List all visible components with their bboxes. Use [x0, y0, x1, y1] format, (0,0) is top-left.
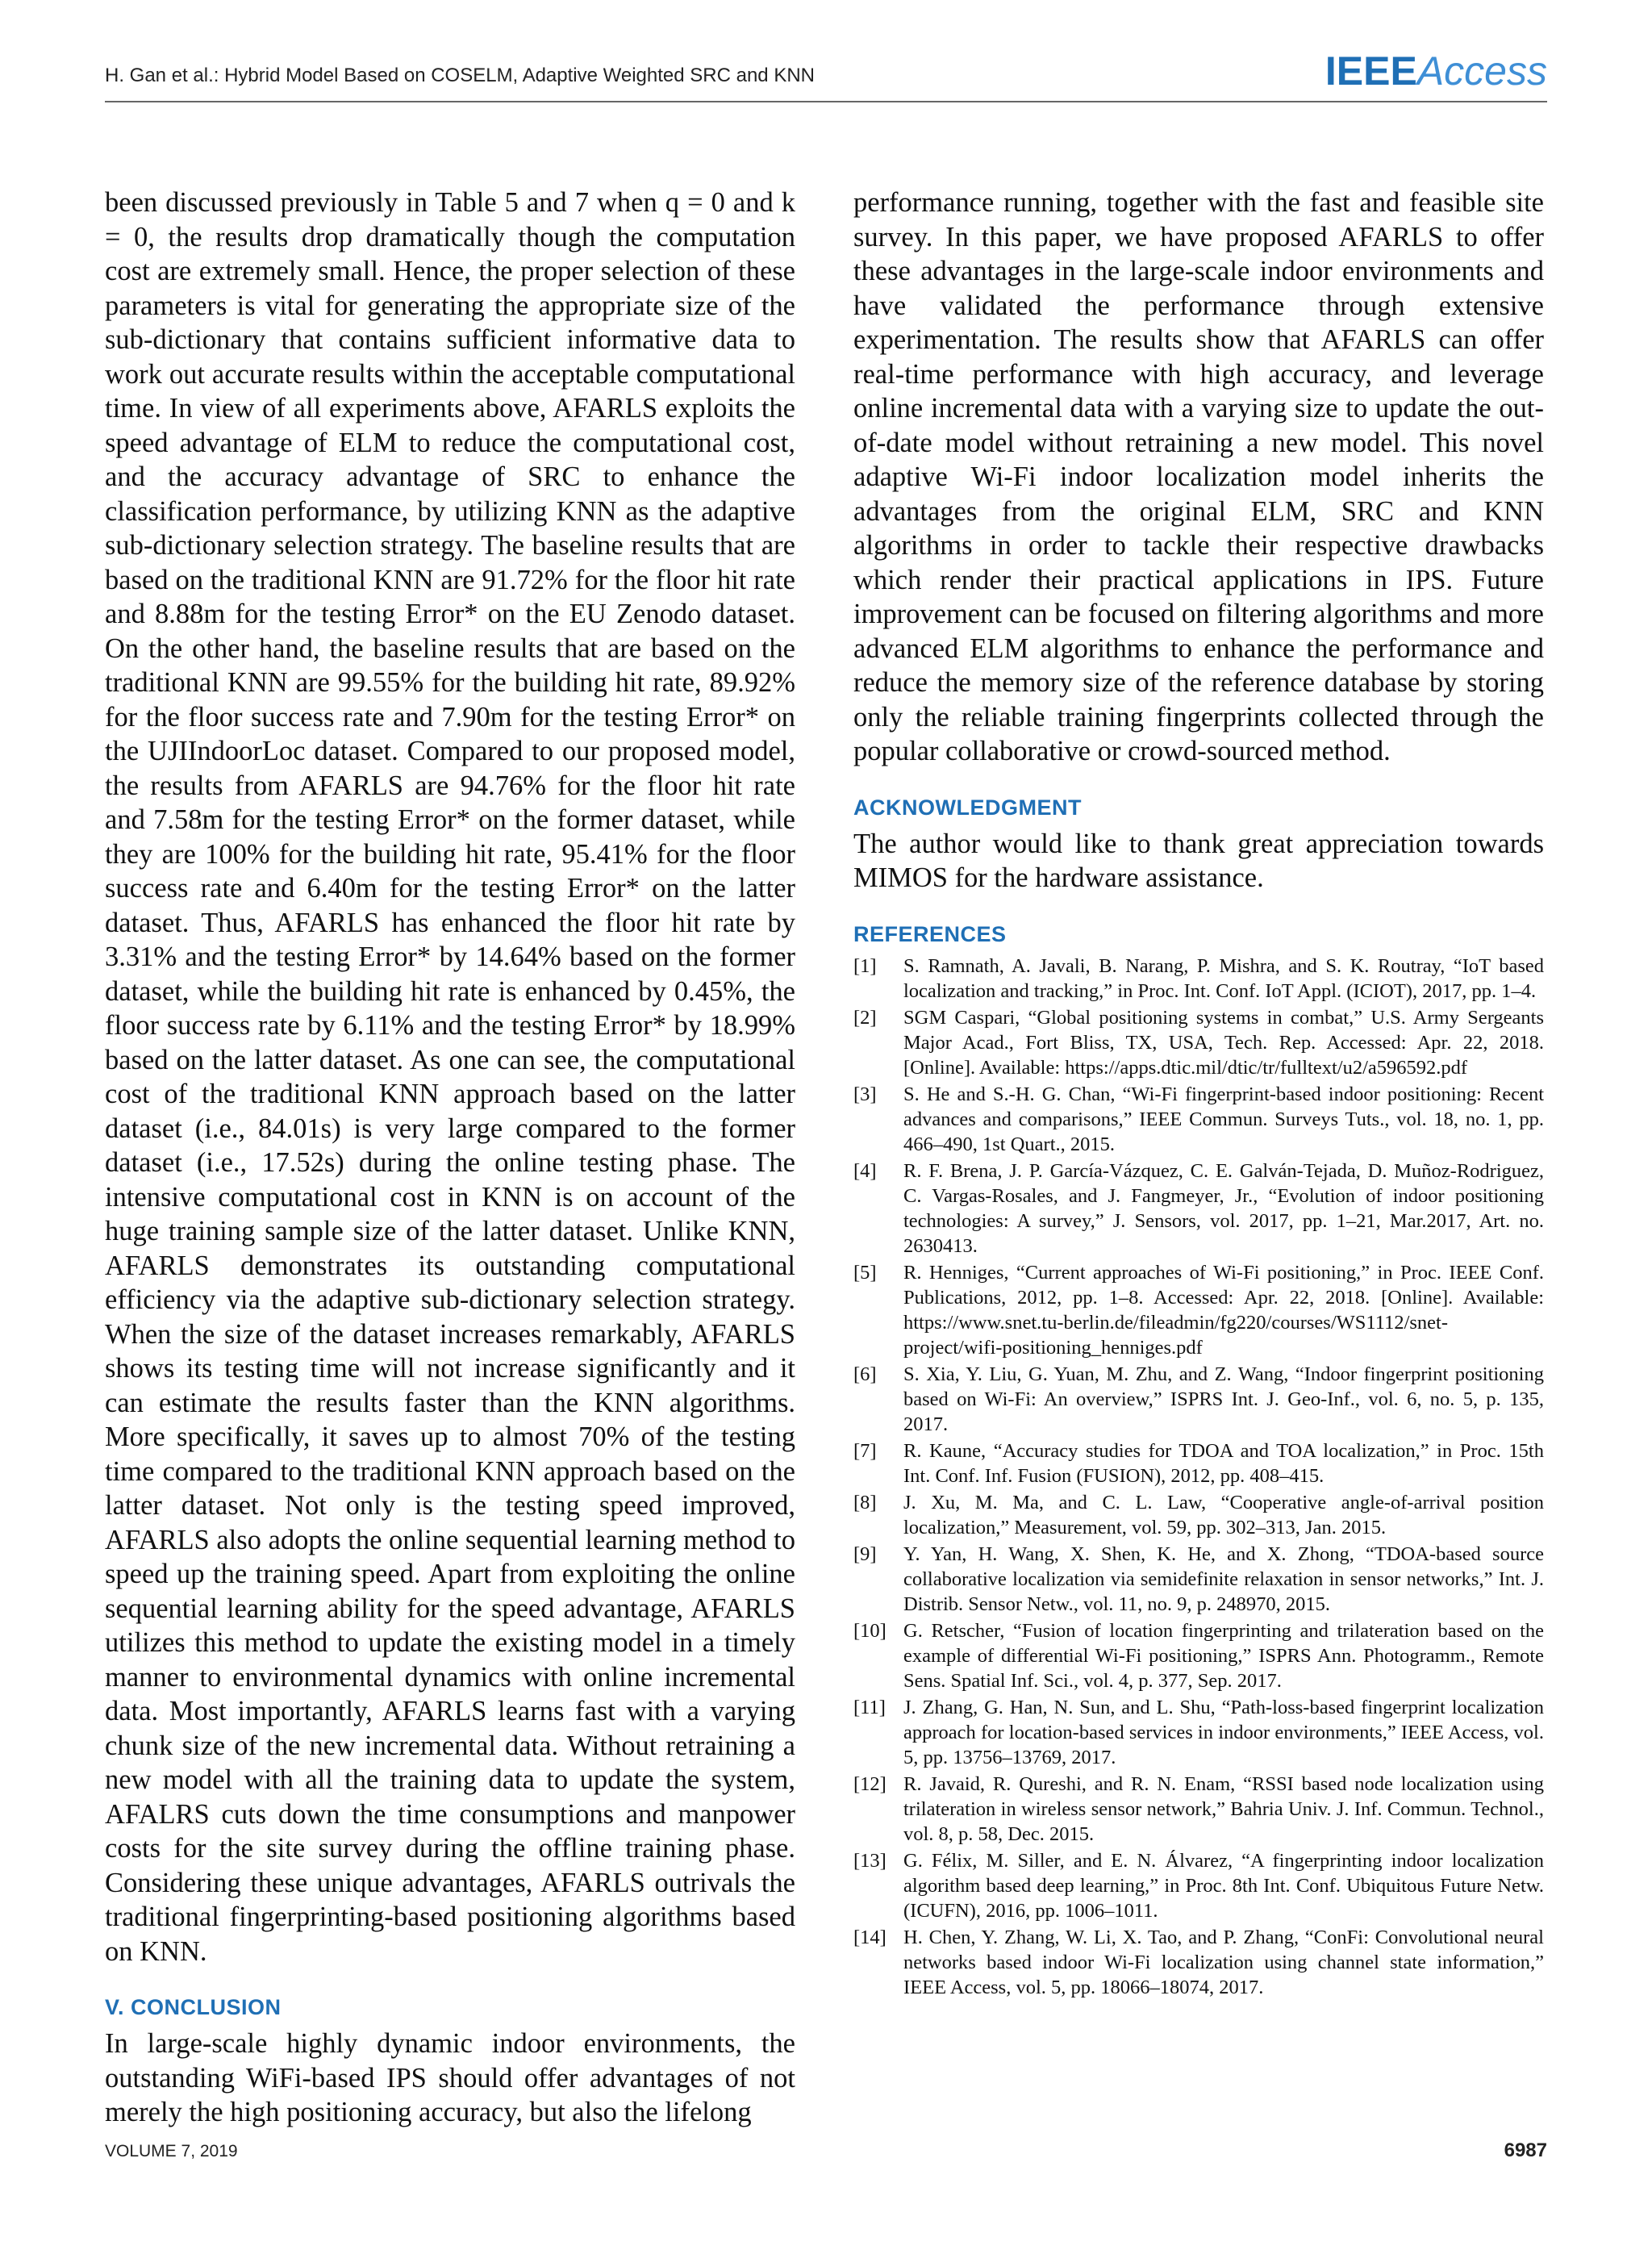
running-head: H. Gan et al.: Hybrid Model Based on COSELM, Adaptive Weighted SRC and KNN [105, 65, 815, 86]
reference-item [853, 1542, 1544, 1617]
reference-text: H. Chen, Y. Zhang, W. Li, X. Tao, and P. Zhang, “ConFi: Convolutional neural networks based indoor Wi-Fi localization using channel state information,” IEEE Access, vol. 5, pp. 18066–18074, 2017. [903, 1926, 1544, 1998]
reference-number: [9] [853, 1543, 877, 1565]
conclusion-paragraph: In large-scale highly dynamic indoor environments, the outstanding WiFi-based IPS should offer advantages of not merely the high positioning accuracy, but also the lifelong [105, 2028, 795, 2127]
reference-text: R. Javaid, R. Qureshi, and R. N. Enam, “RSSI based node localization using trilateration in wireless sensor network,” Bahria Univ. J. Inf. Commun. Technol., vol. 8, p. 58, Dec. 2015. [903, 1772, 1544, 1845]
body-paragraph: been discussed previously in Table 5 and 7 when q = 0 and k = 0, the results drop dramatically though the computation cost are extremely small. Hence, the proper selection of these parameters is vital for generating the appropriate size of the sub-dictionary that contains sufficient informative data to work out accurate results within the acceptable computational time. In view of all experiments above, AFARLS exploits the speed advantage of ELM to reduce the computational cost, and the accuracy advantage of SRC to enhance the classification performance, by utilizing KNN as the adaptive sub-dictionary selection strategy. The baseline results that are based on the traditional KNN are 91.72% for the floor hit rate and 8.88m for the testing Error* on the EU Zenodo dataset. On the other hand, the baseline results that are based on the traditional KNN are 99.55% for the building hit rate, 89.92% for the floor success rate and 7.90m for the testing Error* on the UJIIndoorLoc dataset. Compared to our proposed model, the results from AFARLS are 94.76% for the floor hit rate and 7.58m for the testing Error* on the former dataset, while they are 100% for the building hit rate, 95.41% for the floor success rate and 6.40m for the testing Error* on the latter dataset. Thus, AFARLS has enhanced the floor hit rate by 3.31% and the testing Error* by 14.64% based on the former dataset, while the building hit rate is enhanced by 0.45%, the floor success rate by 6.11% and the testing Error* by 18.99% based on the latter dataset. As one can see, the computational cost of the traditional KNN approach based on the latter dataset (i.e., 84.01s) is very large compared to the former dataset (i.e., 17.52s) during the online testing phase. The intensive computational cost in KNN is on account of the huge training sample size of the latter dataset. Unlike KNN, AFARLS demonstrates its outstanding computational efficiency via the adaptive sub-dictionary selection strategy. When the size of the dataset increases remarkably, AFARLS shows its testing time will not increase significantly and it can estimate the results faster than the KNN algorithms. More specifically, it saves up to almost 70% of the testing time compared to the traditional KNN approach based on the latter dataset. Not only is the testing speed improved, AFARLS also adopts the online sequential learning method to speed up the training speed. Apart from exploiting the online sequential learning ability for the speed advantage, AFARLS utilizes this method to update the existing model in a timely manner to environmental dynamics with online incremental data. Most importantly, AFARLS learns fast with a varying chunk size of the new incremental data. Without retraining a new model with all the training data to update the system, AFALRS cuts down the time consumptions and manpower costs for the site survey during the offline training phase. Considering these unique advantages, AFARLS outrivals the traditional fingerprinting-based positioning algorithms based on KNN. [105, 187, 795, 1967]
reference-number: [14] [853, 1926, 886, 1948]
reference-list [853, 954, 1544, 2000]
logo-ieee-text: IEEE [1325, 48, 1417, 94]
reference-item [853, 1772, 1544, 1847]
reference-number: [2] [853, 1006, 877, 1029]
reference-number: [6] [853, 1363, 877, 1385]
reference-text: S. He and S.-H. G. Chan, “Wi-Fi fingerprint-based indoor positioning: Recent advances and comparisons,” IEEE Commun. Surveys Tuts., vol. 18, no. 1, pp. 466–490, 1st Quart., 2015. [903, 1083, 1544, 1155]
reference-item [853, 1618, 1544, 1693]
reference-item [853, 1848, 1544, 1923]
reference-item [853, 1158, 1544, 1259]
reference-text: R. Henniges, “Current approaches of Wi-Fi positioning,” in Proc. IEEE Conf. Publications, 2012, pp. 1–8. Accessed: Apr. 22, 2018. [Online]. Available: https://www.snet.tu-berlin.de/fileadmin/fg220/courses/WS1112/snet-project/wifi-positioning_henniges.pdf [903, 1261, 1544, 1359]
logo-access-text: Access [1416, 48, 1547, 94]
references-heading: REFERENCES [853, 921, 1007, 946]
conclusion-heading: V. CONCLUSION [105, 1995, 282, 2019]
reference-number: [12] [853, 1772, 886, 1795]
reference-text: J. Zhang, G. Han, N. Sun, and L. Shu, “Path-loss-based fingerprint localization approach for location-based services in indoor environments,” IEEE Access, vol. 5, pp. 13756–13769, 2017. [903, 1696, 1544, 1768]
reference-item [853, 1925, 1544, 2000]
reference-text: G. Retscher, “Fusion of location fingerprinting and trilateration based on the example of differential Wi-Fi positioning,” ISPRS Ann. Photogramm., Remote Sens. Spatial Inf. Sci., vol. 4, p. 377, Sep. 2017. [903, 1619, 1544, 1692]
left-column [105, 186, 795, 2130]
reference-text: Y. Yan, H. Wang, X. Shen, K. He, and X. Zhong, “TDOA-based source collaborative localization via semidefinite relaxation in sensor networks,” Int. J. Distrib. Sensor Netw., vol. 11, no. 9, p. 248970, 2015. [903, 1543, 1544, 1615]
reference-item [853, 1490, 1544, 1540]
reference-number: [5] [853, 1261, 877, 1284]
reference-item [853, 1260, 1544, 1360]
reference-text: R. Kaune, “Accuracy studies for TDOA and TOA localization,” in Proc. 15th Int. Conf. Inf. Fusion (FUSION), 2012, pp. 408–415. [903, 1439, 1544, 1487]
reference-text: R. F. Brena, J. P. García-Vázquez, C. E. Galván-Tejada, D. Muñoz-Rodriguez, C. Vargas-Rosales, and J. Fangmeyer, Jr., “Evolution of indoor positioning technologies: A survey,” J. Sensors, vol. 2017, pp. 1–21, Mar.2017, Art. no. 2630413. [903, 1159, 1544, 1257]
conclusion-continued-paragraph: performance running, together with the fast and feasible site survey. In this paper, we have proposed AFARLS to offer these advantages in the large-scale indoor environments and have validated the performance through extensive experimentation. The results show that AFARLS can offer real-time performance with high accuracy, and leverage online incremental data with a varying size to update the out-of-date model without retraining a new model. This novel adaptive Wi-Fi indoor localization model inherits the advantages from the original ELM, SRC and KNN algorithms in order to tackle their respective drawbacks which render their practical applications in IPS. Future improvement can be focused on filtering algorithms and more advanced ELM algorithms to enhance the performance and reduce the memory size of the reference database by storing only the reliable training fingerprints collected through the popular collaborative or crowd-sourced method. [853, 187, 1544, 766]
reference-item [853, 1005, 1544, 1080]
reference-number: [10] [853, 1619, 886, 1642]
acknowledgment-paragraph: The author would like to thank great appreciation towards MIMOS for the hardware assistance. [853, 828, 1544, 893]
reference-number: [4] [853, 1159, 877, 1182]
reference-text: S. Xia, Y. Liu, G. Yuan, M. Zhu, and Z. Wang, “Indoor fingerprint positioning based on Wi-Fi: An overview,” ISPRS Int. J. Geo-Inf., vol. 6, no. 5, p. 135, 2017. [903, 1363, 1544, 1435]
reference-item [853, 954, 1544, 1004]
reference-number: [11] [853, 1696, 886, 1718]
reference-item [853, 1082, 1544, 1157]
reference-text: SGM Caspari, “Global positioning systems in combat,” U.S. Army Sergeants Major Acad., Fort Bliss, TX, USA, Tech. Rep. Accessed: Apr. 22, 2018. [Online]. Available: https://apps.dtic.mil/dtic/tr/fulltext/u2/a596592.pdf [903, 1006, 1544, 1079]
reference-number: [8] [853, 1491, 877, 1513]
reference-item [853, 1362, 1544, 1437]
reference-number: [3] [853, 1083, 877, 1105]
reference-number: [1] [853, 954, 877, 977]
right-column [853, 186, 1544, 2002]
reference-item [853, 1695, 1544, 1770]
header-rule [105, 101, 1547, 102]
reference-number: [7] [853, 1439, 877, 1462]
reference-text: G. Félix, M. Siller, and E. N. Álvarez, “A fingerprinting indoor localization algorithm based deep learning,” in Proc. 8th Int. Conf. Ubiquitous Future Netw. (ICUFN), 2016, pp. 1006–1011. [903, 1849, 1544, 1922]
reference-text: S. Ramnath, A. Javali, B. Narang, P. Mishra, and S. K. Routray, “IoT based localization and tracking,” in Proc. Int. Conf. IoT Appl. (ICIOT), 2017, pp. 1–4. [903, 954, 1544, 1002]
reference-number: [13] [853, 1849, 886, 1872]
footer-page-number: 6987 [1504, 2140, 1547, 2161]
reference-text: J. Xu, M. Ma, and C. L. Law, “Cooperative angle-of-arrival position localization,” Measurement, vol. 59, pp. 302–313, Jan. 2015. [903, 1491, 1544, 1538]
ieee-access-logo [1325, 47, 1547, 95]
footer-volume: VOLUME 7, 2019 [105, 2142, 238, 2160]
reference-item [853, 1438, 1544, 1488]
acknowledgment-heading: ACKNOWLEDGMENT [853, 795, 1082, 820]
